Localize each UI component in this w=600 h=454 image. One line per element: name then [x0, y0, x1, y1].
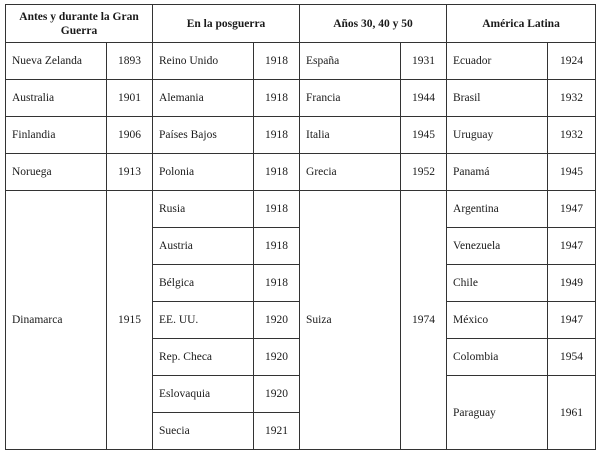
country-cell: Rusia [153, 191, 254, 228]
country-cell: Italia [300, 117, 401, 154]
country-cell: Alemania [153, 80, 254, 117]
country-cell: Grecia [300, 154, 401, 191]
year-cell: 1920 [254, 339, 300, 376]
header-cell: Antes y durante la Gran Guerra [6, 5, 153, 43]
year-cell: 1915 [107, 191, 153, 450]
country-cell: Bélgica [153, 265, 254, 302]
country-cell: Austria [153, 228, 254, 265]
table-row [6, 191, 596, 228]
country-cell: EE. UU. [153, 302, 254, 339]
country-cell: Colombia [447, 339, 548, 376]
country-cell: Finlandia [6, 117, 107, 154]
year-cell: 1945 [548, 154, 596, 191]
header-cell: Años 30, 40 y 50 [300, 5, 447, 43]
year-cell: 1945 [401, 117, 447, 154]
year-cell: 1947 [548, 228, 596, 265]
country-cell: Países Bajos [153, 117, 254, 154]
year-cell: 1918 [254, 154, 300, 191]
country-cell: Rep. Checa [153, 339, 254, 376]
year-cell: 1947 [548, 191, 596, 228]
country-cell: México [447, 302, 548, 339]
country-cell: Suecia [153, 413, 254, 450]
country-cell: Polonia [153, 154, 254, 191]
year-cell: 1913 [107, 154, 153, 191]
country-cell: Argentina [447, 191, 548, 228]
country-cell: Dinamarca [6, 191, 107, 450]
country-cell: Uruguay [447, 117, 548, 154]
year-cell: 1949 [548, 265, 596, 302]
country-cell: Suiza [300, 191, 401, 450]
table-row [6, 80, 596, 117]
year-cell: 1918 [254, 191, 300, 228]
year-cell: 1918 [254, 117, 300, 154]
year-cell: 1918 [254, 43, 300, 80]
country-cell: Paraguay [447, 376, 548, 450]
country-cell: Australia [6, 80, 107, 117]
year-cell: 1954 [548, 339, 596, 376]
year-cell: 1931 [401, 43, 447, 80]
country-cell: Ecuador [447, 43, 548, 80]
table-row [6, 117, 596, 154]
year-cell: 1932 [548, 117, 596, 154]
country-cell: Francia [300, 80, 401, 117]
country-cell: Chile [447, 265, 548, 302]
country-cell: España [300, 43, 401, 80]
country-cell: Panamá [447, 154, 548, 191]
year-cell: 1920 [254, 302, 300, 339]
year-cell: 1920 [254, 376, 300, 413]
country-cell: Venezuela [447, 228, 548, 265]
country-cell: Nueva Zelanda [6, 43, 107, 80]
year-cell: 1921 [254, 413, 300, 450]
country-cell: Reino Unido [153, 43, 254, 80]
header-cell: En la posguerra [153, 5, 300, 43]
year-cell: 1961 [548, 376, 596, 450]
year-cell: 1974 [401, 191, 447, 450]
country-cell: Brasil [447, 80, 548, 117]
table-row [6, 154, 596, 191]
year-cell: 1924 [548, 43, 596, 80]
year-cell: 1918 [254, 80, 300, 117]
year-cell: 1918 [254, 265, 300, 302]
suffrage-table [5, 4, 596, 450]
country-cell: Noruega [6, 154, 107, 191]
table-row [6, 43, 596, 80]
year-cell: 1952 [401, 154, 447, 191]
year-cell: 1901 [107, 80, 153, 117]
header-cell: América Latina [447, 5, 596, 43]
year-cell: 1932 [548, 80, 596, 117]
year-cell: 1906 [107, 117, 153, 154]
year-cell: 1947 [548, 302, 596, 339]
year-cell: 1918 [254, 228, 300, 265]
year-cell: 1944 [401, 80, 447, 117]
country-cell: Eslovaquia [153, 376, 254, 413]
header-row [6, 5, 596, 43]
year-cell: 1893 [107, 43, 153, 80]
